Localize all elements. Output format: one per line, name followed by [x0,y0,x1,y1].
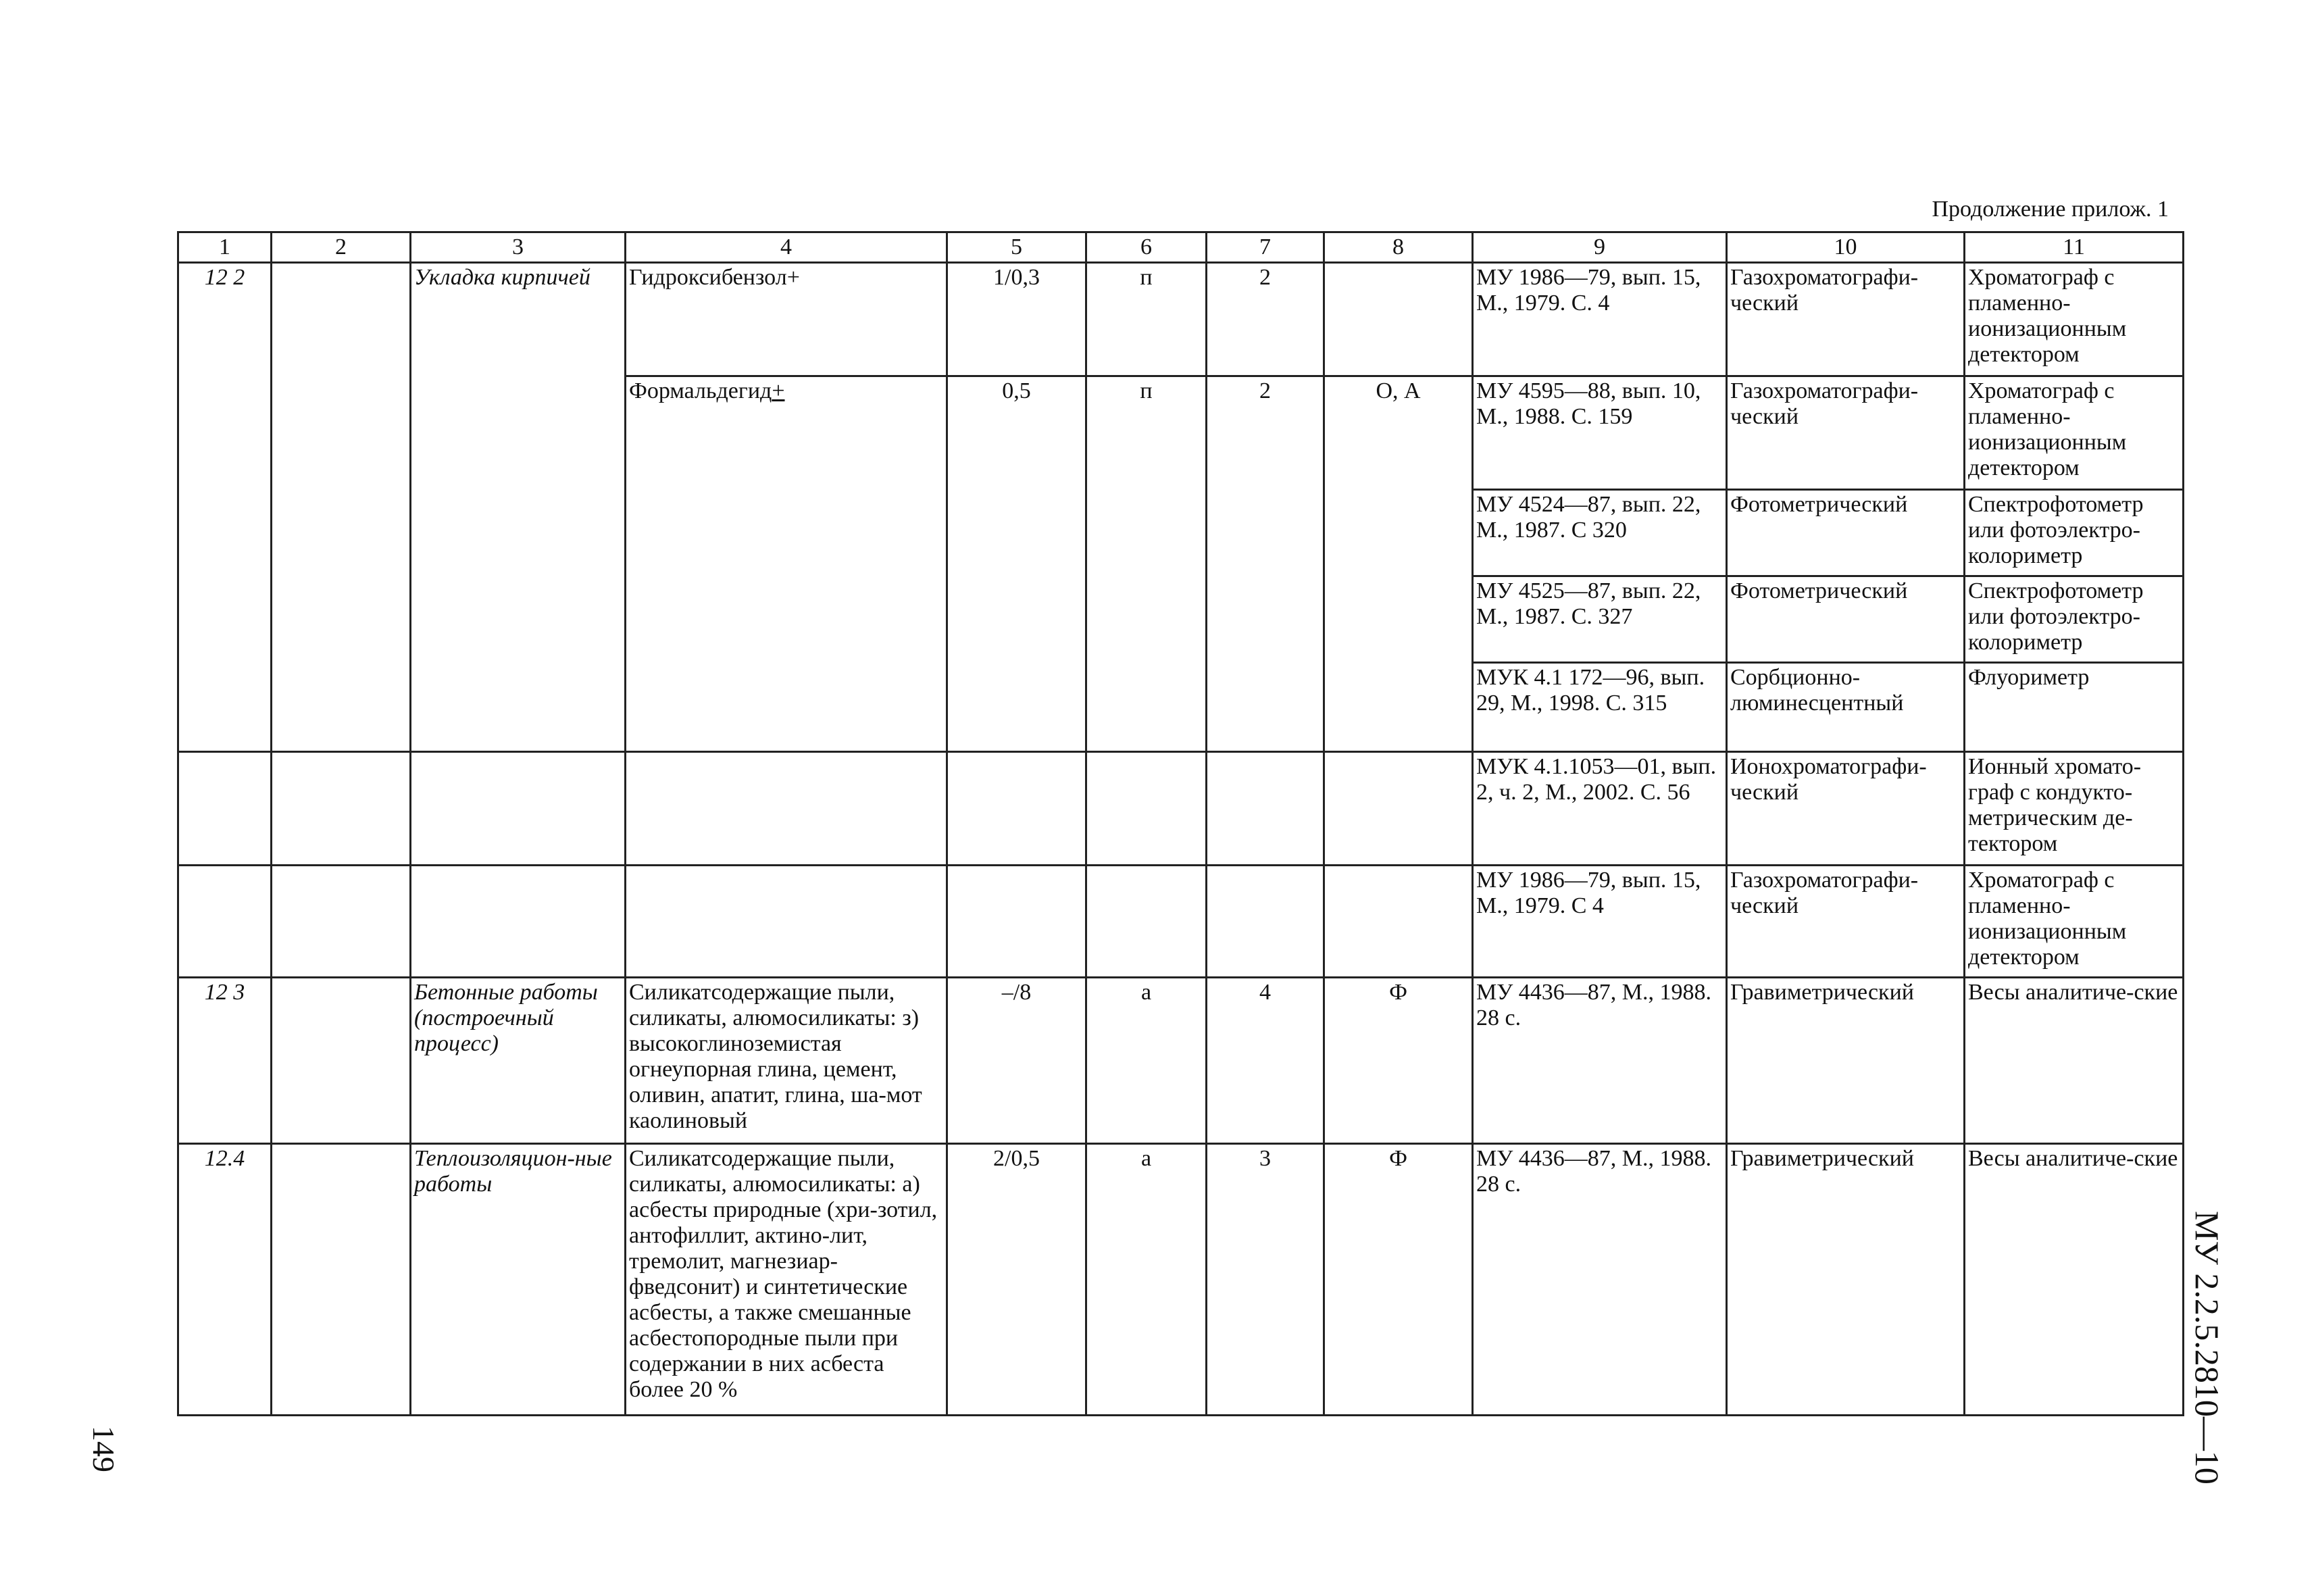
instrument: Весы аналитиче-ские [1965,1144,2184,1416]
work-type: Укладка кирпичей [411,263,626,752]
table-row [178,752,2184,866]
empty-cell [626,866,947,978]
instrument: Хроматограф с пламенно-ионизационным детектором [1965,263,2184,376]
header-cell: 3 [411,232,626,263]
empty-cell [411,866,626,978]
header-cell: 10 [1727,232,1965,263]
header-cell: 2 [272,232,411,263]
substance: Гидроксибензол+ [626,263,947,376]
hazard-class: 3 [1207,1144,1324,1416]
continuation-note: Продолжение прилож. 1 [1932,197,2169,222]
method-type: Фотометрический [1727,576,1965,663]
table-row [178,978,2184,1144]
header-cell: 11 [1965,232,2184,263]
empty-cell [272,1144,411,1416]
header-cell: 5 [947,232,1086,263]
item-number: 12 2 [178,263,272,752]
hazard-class: 2 [1207,263,1324,376]
empty-cell [626,752,947,866]
table-row [178,263,2184,376]
hazard-class: 4 [1207,978,1324,1144]
limit-value: 0,5 [947,376,1086,752]
item-number: 12.4 [178,1144,272,1416]
empty-cell [947,866,1086,978]
header-row [178,232,2184,263]
method-doc: МУК 4.1.1053—01, вып. 2, ч. 2, М., 2002. С. 56 [1473,752,1727,866]
state: п [1086,376,1207,752]
empty-cell [1207,866,1324,978]
method-type: Гравиметрический [1727,978,1965,1144]
empty-cell [272,866,411,978]
hazard-class: 2 [1207,376,1324,752]
method-type: Фотометрический [1727,490,1965,576]
features [1324,263,1473,376]
work-type: Бетонные работы (построечный процесс) [411,978,626,1144]
method-type: Газохроматографи-ческий [1727,866,1965,978]
instrument: Хроматограф с пламенно-ионизационным детектором [1965,376,2184,490]
header-cell: 6 [1086,232,1207,263]
method-doc: МУК 4.1 172—96, вып. 29, М., 1998. С. 315 [1473,663,1727,752]
method-doc: МУ 4436—87, М., 1988. 28 с. [1473,978,1727,1144]
method-doc: МУ 4525—87, вып. 22, М., 1987. С. 327 [1473,576,1727,663]
instrument: Спектрофотометр или фотоэлектро-колориметр [1965,490,2184,576]
empty-cell [272,978,411,1144]
instrument: Ионный хромато-граф с кондукто-метрическим де-тектором [1965,752,2184,866]
table-row [178,866,2184,978]
empty-cell [1086,752,1207,866]
features: Ф [1324,978,1473,1144]
empty-cell [947,752,1086,866]
method-doc: МУ 4436—87, М., 1988. 28 с. [1473,1144,1727,1416]
method-type: Ионохроматографи-ческий [1727,752,1965,866]
method-doc: МУ 1986—79, вып. 15, М., 1979. С 4 [1473,866,1727,978]
limit-value: –/8 [947,978,1086,1144]
empty-cell [178,752,272,866]
state: а [1086,1144,1207,1416]
instrument: Флуориметр [1965,663,2184,752]
limit-value: 1/0,3 [947,263,1086,376]
item-number: 12 3 [178,978,272,1144]
page-number: 149 [86,1426,121,1472]
features: Ф [1324,1144,1473,1416]
empty-cell [272,263,411,752]
substance: Силикатсодержащие пыли, силикаты, алюмосиликаты: а) асбесты природные (хри-зотил, антофиллит, актино-лит, тремолит, магнезиар-фведсонит) и синтетические асбесты, а также смешанные асбестопородные пыли при содержании в них асбеста более 20 % [626,1144,947,1416]
method-type: Сорбционно-люминесцентный [1727,663,1965,752]
header-cell: 1 [178,232,272,263]
instrument: Весы аналитиче-ские [1965,978,2184,1144]
appendix-table [177,231,2184,1416]
empty-cell [178,866,272,978]
empty-cell [1324,752,1473,866]
header-cell: 8 [1324,232,1473,263]
method-doc: МУ 1986—79, вып. 15, М., 1979. С. 4 [1473,263,1727,376]
empty-cell [411,752,626,866]
header-cell: 4 [626,232,947,263]
empty-cell [1324,866,1473,978]
limit-value: 2/0,5 [947,1144,1086,1416]
empty-cell [1086,866,1207,978]
document-code: МУ 2.2.5.2810—10 [2188,1211,2226,1485]
work-type: Теплоизоляцион-ные работы [411,1144,626,1416]
substance: Формальдегид+ [626,376,947,752]
instrument: Хроматограф с пламенно-ионизационным детектором [1965,866,2184,978]
method-type: Гравиметрический [1727,1144,1965,1416]
state: п [1086,263,1207,376]
method-type: Газохроматографи-ческий [1727,263,1965,376]
table-row [178,1144,2184,1416]
state: а [1086,978,1207,1144]
features: О, А [1324,376,1473,752]
header-cell: 9 [1473,232,1727,263]
substance: Силикатсодержащие пыли, силикаты, алюмосиликаты: з) высокоглиноземистая огнеупорная глина, цемент, оливин, апатит, глина, ша-мот каолиновый [626,978,947,1144]
method-doc: МУ 4595—88, вып. 10, М., 1988. С. 159 [1473,376,1727,490]
empty-cell [272,752,411,866]
header-cell: 7 [1207,232,1324,263]
empty-cell [1207,752,1324,866]
method-doc: МУ 4524—87, вып. 22, М., 1987. С 320 [1473,490,1727,576]
method-type: Газохроматографи-ческий [1727,376,1965,490]
instrument: Спектрофотометр или фотоэлектро-колориметр [1965,576,2184,663]
